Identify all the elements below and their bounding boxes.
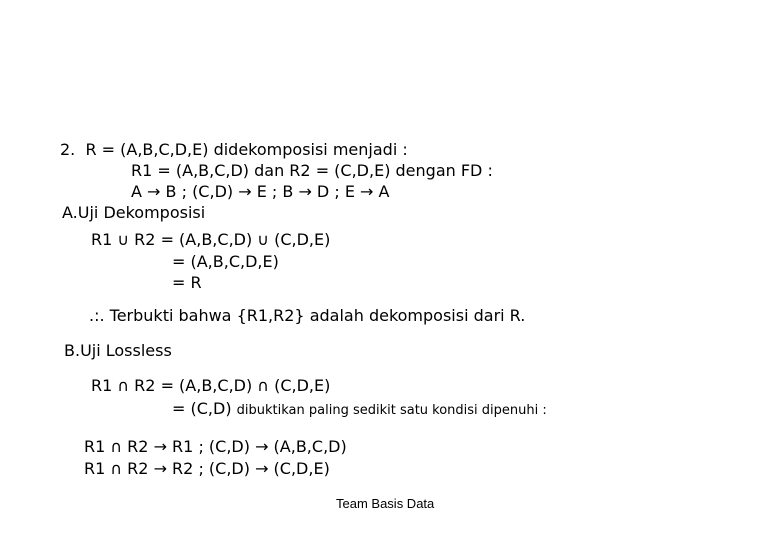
problem-line-1: 2. R = (A,B,C,D,E) didekomposisi menjadi : [60, 140, 408, 159]
section-b-line-1: R1 ∩ R2 = (A,B,C,D) ∩ (C,D,E) [91, 376, 331, 395]
problem-line-2: R1 = (A,B,C,D) dan R2 = (C,D,E) dengan FD : [131, 161, 493, 180]
section-a-line-3: = R [172, 273, 202, 292]
problem-line-3: A → B ; (C,D) → E ; B → D ; E → A [131, 182, 390, 201]
section-b-condition-2: R1 ∩ R2 → R2 ; (C,D) → (C,D,E) [84, 459, 330, 478]
footer-text: Team Basis Data [336, 496, 435, 511]
section-b-line-2-note: dibuktikan paling sedikit satu kondisi dipenuhi : [236, 403, 547, 418]
section-b-line-2 [172, 399, 547, 421]
section-b-line-2-main: = (C,D) [172, 399, 232, 418]
section-a-line-1: R1 ∪ R2 = (A,B,C,D) ∪ (C,D,E) [91, 230, 331, 249]
section-b-heading: B.Uji Lossless [64, 341, 172, 360]
section-b-condition-1: R1 ∩ R2 → R1 ; (C,D) → (A,B,C,D) [84, 437, 347, 456]
section-a-line-2: = (A,B,C,D,E) [172, 252, 279, 271]
section-a-heading: A.Uji Dekomposisi [62, 203, 206, 222]
section-a-conclusion: .:. Terbukti bahwa {R1,R2} adalah dekomposisi dari R. [89, 306, 526, 325]
